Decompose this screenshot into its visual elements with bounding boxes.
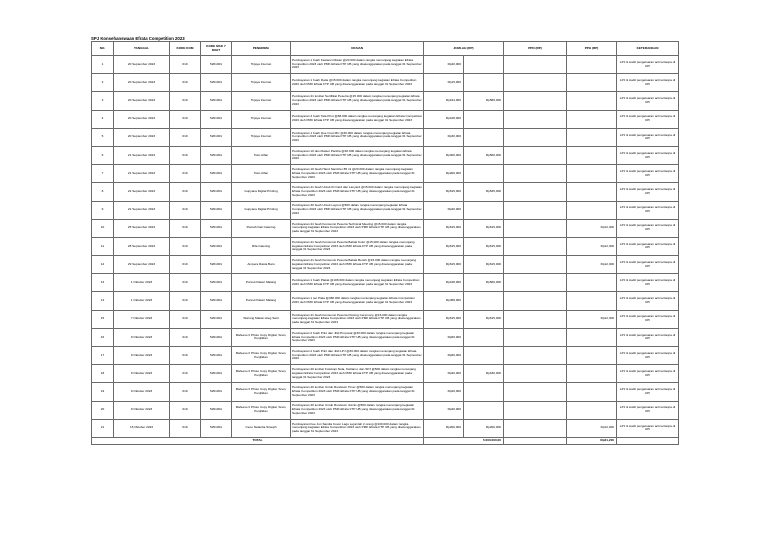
cell-penerima: Tirjaya Internet	[232, 74, 291, 92]
cell-subtotal: Rp566,000	[464, 274, 504, 292]
cell-uraian: Pembayaran 41 buah Konsumsi Peserta Babak Bersih @15.000 dalam rangka menunjang kegiatan Efrata Competition 2023 oleh PMK Efrata FTP UB yang diselenggarakan pada tanggal 31 September 2023	[291, 256, 424, 274]
cell-penerima: Toko Alfan	[232, 146, 291, 164]
cell-uraian: Pembayaran 10 dus Master Pantha @30.000 dalam rangka menunjang kegiatan Efrata Competition 2023 oleh PMK Efrata FTP UB yang diselenggarakan pada tanggal 31 September 2023	[291, 146, 424, 164]
total-label: TOTAL	[92, 437, 424, 444]
cell-no: 11	[92, 237, 114, 255]
cell-pph	[567, 74, 617, 92]
cell-uraian: Pembayaran 40 lembar Untuk Rundown Juknis @500 dalam rangka menunjang kegiatan Efrata Competition 2023 oleh PMK Efrata FTP UB yang diselenggarakan pada tanggal 31 September 2023	[291, 401, 424, 419]
cell-tanggal: 22 September 2023	[114, 183, 170, 201]
cell-no: 6	[92, 146, 114, 164]
cell-uraian: Pembayaran 1 buah Roda @15.000 dalam rangka menunjang kegiatan Efrata Competition 2023 oleh PMK Efrata FTP UB yang diselenggarakan pada tanggal 31 September 2023	[291, 74, 424, 92]
cell-jumlah: Rp615,000	[424, 183, 464, 201]
cell-kode-mak: 5261001	[201, 128, 232, 146]
cell-kode-mak: 5261001	[201, 110, 232, 128]
cell-jumlah: Rp30,000	[424, 128, 464, 146]
cell-no: 14	[92, 292, 114, 310]
table-row	[92, 92, 679, 110]
cell-uraian: Pembayaran 1 set Piala @458.000 dalam rangka menunjang kegiatan Efrata Competition 2023 oleh PMK Efrata FTP UB yang diselenggarakan pada tanggal 31 September 2023	[291, 292, 424, 310]
cell-pph	[567, 146, 617, 164]
cell-penerima: Tirjaya Internet	[232, 110, 291, 128]
cell-kode-mak: 5261001	[201, 92, 232, 110]
cell-pph	[567, 274, 617, 292]
cell-jumlah: Rp615,000	[424, 310, 464, 328]
cell-uraian: Pembayaran 40 lembar Untuk Rundown Timer @500 dalam rangka menunjang kegiatan Efrata Competition 2023 oleh PMK Efrata FTP UB yang diselenggarakan pada tanggal 31 September 2023	[291, 383, 424, 401]
cell-subtotal: Rp615,000	[464, 219, 504, 237]
cell-jumlah: Rp60,000	[424, 328, 464, 346]
cell-ppn	[504, 92, 567, 110]
cell-uraian: Pembayaran Fee Jun Sandia Cover Lagu sejumlah 2 orang @100.000 dalam rangka menunjang kegiatan Efrata Competition 2023 oleh PMK Efrata FTP UB yang diselenggarakan pada tanggal 31 September 2023	[291, 419, 424, 437]
cell-kode-kom: 019	[170, 256, 201, 274]
cell-keterangan: LPJ & Audit pengeluaran acti tertanpa di UPI	[617, 292, 679, 310]
cell-pph	[567, 92, 617, 110]
cell-jumlah: Rp20,000	[424, 365, 464, 383]
cell-subtotal	[464, 201, 504, 219]
cell-ppn	[504, 146, 567, 164]
cell-subtotal: Rp180,000	[464, 365, 504, 383]
cell-penerima: Ampera Rasta Baru	[232, 256, 291, 274]
cell-subtotal	[464, 292, 504, 310]
cell-kode-mak: 5261001	[201, 401, 232, 419]
cell-jumlah: Rp200,000	[424, 165, 464, 183]
cell-kode-mak: 5261001	[201, 237, 232, 255]
cell-tanggal: 29 September 2023	[114, 256, 170, 274]
cell-penerima: Tirjaya Internet	[232, 128, 291, 146]
cell-pph	[567, 401, 617, 419]
cell-pph: Rp12,300	[567, 310, 617, 328]
total-pph: Rp61,200	[567, 437, 617, 444]
cell-uraian: Pembayaran 41 buah Konsumsi Peserta Technical Meeting @15.000 dalam rangka menunjang kegiatan Efrata Competition 2023 oleh PMK Efrata FTP UB yang diselenggarakan pada tanggal 31 September 2023	[291, 219, 424, 237]
cell-kode-kom: 019	[170, 274, 201, 292]
table-row	[92, 310, 679, 328]
cell-jumlah: Rp20,000	[424, 383, 464, 401]
cell-penerima: Mafeeso II Photo Copy Digital, Scan, Penjilidan	[232, 401, 291, 419]
cell-jumlah: Rp60,000	[424, 347, 464, 365]
cell-keterangan: LPJ & Audit pengeluaran acti tertanpa di UPI	[617, 365, 679, 383]
cell-keterangan: LPJ & Audit pengeluaran acti tertanpa di UPI	[617, 256, 679, 274]
cell-subtotal	[464, 110, 504, 128]
cell-jumlah: Rp15,000	[424, 74, 464, 92]
col-header-ppn: PPN (RP)	[504, 42, 567, 56]
col-header-penerima: PENERIMA	[232, 42, 291, 56]
cell-tanggal: 21 September 2023	[114, 146, 170, 164]
cell-ppn	[504, 110, 567, 128]
table-row	[92, 401, 679, 419]
cell-subtotal	[464, 74, 504, 92]
cell-tanggal: 9 Oktober 2023	[114, 401, 170, 419]
cell-pph	[567, 347, 617, 365]
cell-keterangan: LPJ & Audit pengeluaran acti tertanpa di UPI	[617, 401, 679, 419]
cell-uraian: Pembayaran 41 buah Untuk ID Card dan Lanyard @15.000 dalam rangka menunjang kegiatan Efrata Competition 2023 oleh PMK Efrata FTP UB yang diselenggarakan pada tanggal 31 September 2023	[291, 183, 424, 201]
cell-tanggal: 20 September 2023	[114, 110, 170, 128]
cell-jumlah: Rp615,000	[424, 237, 464, 255]
cell-uraian: Pembayaran 1 buah Plakat @108.000 dalam rangka menunjang kegiatan Efrata Competition 2023 oleh PMK Efrata FTP UB yang diselenggarakan pada tanggal 31 September 2023	[291, 274, 424, 292]
cell-ppn	[504, 165, 567, 183]
cell-tanggal: 9 Oktober 2023	[114, 365, 170, 383]
cell-uraian: Pembayaran 2 buah Print dan Jilid LPJ @30.000 dalam rangka menunjang kegiatan Efrata Competition 2023 oleh PMK Efrata FTP UB yang diselenggarakan pada tanggal 31 September 2023	[291, 347, 424, 365]
cell-no: 2	[92, 74, 114, 92]
cell-kode-mak: 5261001	[201, 419, 232, 437]
cell-subtotal: Rp200,000	[464, 419, 504, 437]
table-row	[92, 383, 679, 401]
cell-subtotal	[464, 328, 504, 346]
cell-jumlah: Rp108,000	[424, 110, 464, 128]
cell-uraian: Pembayaran 40 lembar Fotokopi Nota, Kwitansi, dan SPJ @500 dalam rangka menunjang kegiatan Efrata Competition 2023 oleh PMK Efrata FTP UB yang diselenggarakan pada tanggal 31 September 2023	[291, 365, 424, 383]
cell-no: 9	[92, 201, 114, 219]
cell-kode-mak: 5261001	[201, 328, 232, 346]
spj-table	[91, 41, 679, 445]
cell-penerima: Pursuit Pakeri Malang	[232, 274, 291, 292]
cell-kode-mak: 5261001	[201, 383, 232, 401]
cell-ppn	[504, 383, 567, 401]
total-jumlah: 5.000.000,00	[424, 437, 504, 444]
cell-no: 13	[92, 274, 114, 292]
cell-kode-kom: 019	[170, 219, 201, 237]
cell-no: 17	[92, 347, 114, 365]
cell-penerima: Warung Makan Ateg Sarit	[232, 310, 291, 328]
col-header-uraian: URAIAN	[291, 42, 424, 56]
cell-keterangan: LPJ & Audit pengeluaran acti tertanpa di UPI	[617, 74, 679, 92]
table-row	[92, 237, 679, 255]
cell-jumlah: Rp20,000	[424, 401, 464, 419]
cell-pph: Rp12,300	[567, 237, 617, 255]
cell-pph	[567, 328, 617, 346]
cell-ppn	[504, 328, 567, 346]
cell-penerima: Rumah Kak Catering	[232, 219, 291, 237]
cell-tanggal: 9 Oktober 2023	[114, 383, 170, 401]
cell-kode-kom: 019	[170, 292, 201, 310]
cell-no: 18	[92, 365, 114, 383]
cell-ppn	[504, 128, 567, 146]
cell-uraian: Pembayaran 1 buah Que Cost MC @30.000 dalam rangka menunjang kegiatan Efrata Competition 2023 oleh PMK Efrata FTP UB yang diselenggarakan pada tanggal 31 September 2023	[291, 128, 424, 146]
cell-no: 15	[92, 310, 114, 328]
cell-no: 7	[92, 165, 114, 183]
cell-penerima: Gupyana Digital Printing	[232, 201, 291, 219]
col-header-tanggal: TANGGAL	[114, 42, 170, 56]
cell-tanggal: 20 September 2023	[114, 56, 170, 74]
cell-no: 21	[92, 419, 114, 437]
cell-penerima: Mafeeso II Photo Copy Digital, Scan, Penjilidan	[232, 328, 291, 346]
cell-penerima: Mafeeso II Photo Copy Digital, Scan, Penjilidan	[232, 383, 291, 401]
table-row	[92, 165, 679, 183]
cell-keterangan: LPJ & Audit pengeluaran acti tertanpa di UPI	[617, 128, 679, 146]
cell-no: 8	[92, 183, 114, 201]
cell-kode-mak: 5261001	[201, 146, 232, 164]
cell-kode-mak: 5261001	[201, 165, 232, 183]
total-ppn	[504, 437, 567, 444]
table-row	[92, 274, 679, 292]
cell-tanggal: 9 Oktober 2023	[114, 328, 170, 346]
cell-penerima: Mafeeso II Photo Copy Digital, Scan, Penjilidan	[232, 347, 291, 365]
cell-penerima: Pursuit Pakeri Malang	[232, 292, 291, 310]
cell-penerima: Gupyana Digital Printing	[232, 183, 291, 201]
cell-ppn	[504, 201, 567, 219]
cell-uraian: Pembayaran 1 buah Kastanci Riwan @20.000 dalam rangka menunjang kegiatan Efrata Competition 2023 oleh PMK Efrata FTP UB yang diselenggarakan pada tanggal 31 September 2023	[291, 56, 424, 74]
cell-kode-kom: 019	[170, 110, 201, 128]
cell-kode-mak: 5261001	[201, 74, 232, 92]
cell-kode-mak: 5261001	[201, 256, 232, 274]
total-keterangan	[617, 437, 679, 444]
cell-keterangan: LPJ & Audit pengeluaran acti tertanpa di UPI	[617, 310, 679, 328]
cell-tanggal: 7 Oktober 2023	[114, 310, 170, 328]
cell-tanggal: 20 September 2023	[114, 74, 170, 92]
cell-kode-mak: 5261001	[201, 310, 232, 328]
cell-tanggal: 1 Oktober 2023	[114, 292, 170, 310]
cell-jumlah: Rp20,000	[424, 56, 464, 74]
cell-ppn	[504, 274, 567, 292]
cell-tanggal: 9 Oktober 2023	[114, 347, 170, 365]
cell-ppn	[504, 292, 567, 310]
cell-kode-kom: 019	[170, 183, 201, 201]
cell-tanggal: 28 September 2023	[114, 237, 170, 255]
cell-keterangan: LPJ & Audit pengeluaran acti tertanpa di UPI	[617, 146, 679, 164]
cell-keterangan: LPJ & Audit pengeluaran acti tertanpa di UPI	[617, 347, 679, 365]
cell-jumlah: Rp164,000	[424, 92, 464, 110]
cell-penerima: Tirjaya Internet	[232, 92, 291, 110]
cell-keterangan: LPJ & Audit pengeluaran acti tertanpa di UPI	[617, 92, 679, 110]
cell-ppn	[504, 237, 567, 255]
cell-kode-mak: 5261001	[201, 347, 232, 365]
cell-tanggal: 22 September 2023	[114, 201, 170, 219]
cell-pph	[567, 292, 617, 310]
cell-jumlah: Rp108,000	[424, 274, 464, 292]
cell-no: 16	[92, 328, 114, 346]
cell-subtotal	[464, 165, 504, 183]
cell-subtotal	[464, 56, 504, 74]
cell-tanggal: 15 Oktober 2023	[114, 419, 170, 437]
cell-penerima: Ceoo Natasha Sineqih	[232, 419, 291, 437]
col-header-keterangan: KETERANGAN	[617, 42, 679, 56]
cell-tanggal: 20 September 2023	[114, 92, 170, 110]
cell-uraian: Pembayaran 3 buah Tata Print @68.000 dalam rangka menunjang kegiatan Efrata Competition 2023 oleh PMK Efrata FTP UB yang diselenggarakan pada tanggal 31 September 2023	[291, 110, 424, 128]
cell-kode-kom: 019	[170, 237, 201, 255]
table-row	[92, 128, 679, 146]
cell-uraian: Pembayaran 41 lembar Sertifikat Peserta @15.000 dalam rangka menunjang kegiatan Efrata Competition 2023 oleh PMK Efrata FTP UB yang diselenggarakan pada tanggal 31 September 2023	[291, 92, 424, 110]
cell-pph	[567, 110, 617, 128]
cell-subtotal: Rp589,000	[464, 92, 504, 110]
cell-subtotal: Rp615,000	[464, 237, 504, 255]
col-header-jumlah: JUMLAH (RP)	[424, 42, 504, 56]
cell-tanggal: 1 Oktober 2023	[114, 274, 170, 292]
cell-penerima: Toko Alfan	[232, 165, 291, 183]
cell-kode-kom: 019	[170, 328, 201, 346]
cell-pph	[567, 128, 617, 146]
cell-kode-kom: 019	[170, 310, 201, 328]
cell-penerima: Rifa Catering	[232, 237, 291, 255]
cell-uraian: Pembayaran 41 buah Konsumsi Peserta Babak Kolor @15.000 dalam rangka menunjang kegiatan Efrata Competition 2023 oleh PMK Efrata FTP UB yang diselenggarakan pada tanggal 31 September 2023	[291, 237, 424, 255]
cell-pph	[567, 365, 617, 383]
cell-ppn	[504, 183, 567, 201]
table-row	[92, 183, 679, 201]
cell-ppn	[504, 74, 567, 92]
cell-ppn	[504, 419, 567, 437]
total-row	[92, 437, 679, 444]
cell-keterangan: LPJ & Audit pengeluaran acti tertanpa di UPI	[617, 56, 679, 74]
sheet-title: SPJ Konsehanswaan Efrata Competition 2023	[91, 36, 185, 41]
cell-keterangan: LPJ & Audit pengeluaran acti tertanpa di UPI	[617, 219, 679, 237]
cell-keterangan: LPJ & Audit pengeluaran acti tertanpa di UPI	[617, 201, 679, 219]
cell-subtotal	[464, 347, 504, 365]
table-row	[92, 56, 679, 74]
cell-tanggal: 21 September 2023	[114, 165, 170, 183]
cell-kode-mak: 5261001	[201, 365, 232, 383]
cell-keterangan: LPJ & Audit pengeluaran acti tertanpa di UPI	[617, 328, 679, 346]
cell-jumlah: Rp615,000	[424, 219, 464, 237]
cell-kode-kom: 019	[170, 419, 201, 437]
cell-kode-kom: 019	[170, 92, 201, 110]
cell-ppn	[504, 347, 567, 365]
col-header-kode-kom: KODE KOM	[170, 42, 201, 56]
cell-kode-kom: 019	[170, 74, 201, 92]
cell-kode-mak: 5261001	[201, 183, 232, 201]
cell-subtotal	[464, 128, 504, 146]
cell-kode-kom: 019	[170, 56, 201, 74]
cell-keterangan: LPJ & Audit pengeluaran acti tertanpa di UPI	[617, 383, 679, 401]
cell-ppn	[504, 310, 567, 328]
cell-ppn	[504, 219, 567, 237]
cell-kode-mak: 5261001	[201, 219, 232, 237]
cell-tanggal: 25 September 2023	[114, 219, 170, 237]
cell-uraian: Pembayaran 10 buah Hand Sanitizer 85 ml @20.000 dalam rangka menunjang kegiatan Efrata Competition 2023 oleh PMK Efrata FTP UB yang diselenggarakan pada tanggal 31 September 2023	[291, 165, 424, 183]
cell-ppn	[504, 56, 567, 74]
table-row	[92, 110, 679, 128]
table-row	[92, 292, 679, 310]
cell-kode-kom: 019	[170, 201, 201, 219]
cell-jumlah: Rp458,000	[424, 292, 464, 310]
cell-no: 5	[92, 128, 114, 146]
cell-no: 10	[92, 219, 114, 237]
cell-keterangan: LPJ & Audit pengeluaran acti tertanpa di UPI	[617, 419, 679, 437]
table-row	[92, 74, 679, 92]
cell-uraian: Pembayaran 41 buah Konsumsi Peserta Closing Ceremony @15.000 dalam rangka menunjang kegiatan Efrata Competition 2023 oleh PMK Efrata FTP UB yang diselenggarakan pada tanggal 31 September 2023	[291, 310, 424, 328]
cell-pph	[567, 165, 617, 183]
cell-subtotal: Rp500,000	[464, 146, 504, 164]
cell-subtotal: Rp635,000	[464, 183, 504, 201]
cell-kode-kom: 019	[170, 146, 201, 164]
table-row	[92, 365, 679, 383]
cell-kode-kom: 019	[170, 347, 201, 365]
cell-subtotal: Rp615,000	[464, 256, 504, 274]
col-header-kode-mak: KODE MAK 7 DIGIT	[201, 42, 232, 56]
cell-uraian: Pembayaran 30 buah Untuk Layout @500 dalam rangka menunjang kegiatan Efrata Competition 2023 oleh PMK Efrata FTP UB yang diselenggarakan pada tanggal 31 September 2023	[291, 201, 424, 219]
cell-uraian: Pembayaran 2 buah Print dan Jilid Proposal @30.000 dalam rangka menunjang kegiatan Efrata Competition 2023 oleh PMK Efrata FTP UB yang diselenggarakan pada tanggal 31 September 2023	[291, 328, 424, 346]
cell-keterangan: LPJ & Audit pengeluaran acti tertanpa di UPI	[617, 274, 679, 292]
cell-keterangan: LPJ & Audit pengeluaran acti tertanpa di UPI	[617, 110, 679, 128]
cell-penerima: Mafeeso II Photo Copy Digital, Scan, Penjilidan	[232, 365, 291, 383]
cell-kode-mak: 5261001	[201, 292, 232, 310]
cell-no: 20	[92, 401, 114, 419]
cell-kode-kom: 019	[170, 128, 201, 146]
cell-tanggal: 20 September 2023	[114, 128, 170, 146]
cell-kode-kom: 019	[170, 165, 201, 183]
cell-pph	[567, 201, 617, 219]
table-row	[92, 347, 679, 365]
cell-kode-mak: 5261001	[201, 274, 232, 292]
table-row	[92, 256, 679, 274]
cell-pph	[567, 183, 617, 201]
table-row	[92, 328, 679, 346]
cell-jumlah: Rp20,000	[424, 201, 464, 219]
cell-no: 12	[92, 256, 114, 274]
cell-penerima: Tirjaya Internet	[232, 56, 291, 74]
header-row	[92, 42, 679, 56]
cell-kode-kom: 019	[170, 383, 201, 401]
cell-pph	[567, 56, 617, 74]
cell-subtotal	[464, 383, 504, 401]
cell-keterangan: LPJ & Audit pengeluaran acti tertanpa di UPI	[617, 165, 679, 183]
cell-jumlah: Rp615,000	[424, 256, 464, 274]
cell-jumlah: Rp300,000	[424, 146, 464, 164]
cell-no: 3	[92, 92, 114, 110]
cell-subtotal	[464, 401, 504, 419]
cell-pph	[567, 383, 617, 401]
cell-pph: Rp12,300	[567, 219, 617, 237]
cell-keterangan: LPJ & Audit pengeluaran acti tertanpa di UPI	[617, 183, 679, 201]
cell-ppn	[504, 401, 567, 419]
table-row	[92, 201, 679, 219]
cell-subtotal: Rp615,000	[464, 310, 504, 328]
table-row	[92, 419, 679, 437]
cell-jumlah: Rp200,000	[424, 419, 464, 437]
table-row	[92, 219, 679, 237]
cell-kode-mak: 5261001	[201, 201, 232, 219]
cell-pph: Rp12,000	[567, 419, 617, 437]
col-header-no: NO.	[92, 42, 114, 56]
cell-kode-kom: 019	[170, 401, 201, 419]
col-header-pph: PPH (RP)	[567, 42, 617, 56]
cell-kode-mak: 5261001	[201, 56, 232, 74]
cell-pph: Rp12,300	[567, 256, 617, 274]
cell-keterangan: LPJ & Audit pengeluaran acti tertanpa di UPI	[617, 237, 679, 255]
cell-no: 1	[92, 56, 114, 74]
cell-kode-kom: 019	[170, 365, 201, 383]
cell-no: 4	[92, 110, 114, 128]
cell-ppn	[504, 365, 567, 383]
cell-ppn	[504, 256, 567, 274]
table-row	[92, 146, 679, 164]
cell-no: 19	[92, 383, 114, 401]
